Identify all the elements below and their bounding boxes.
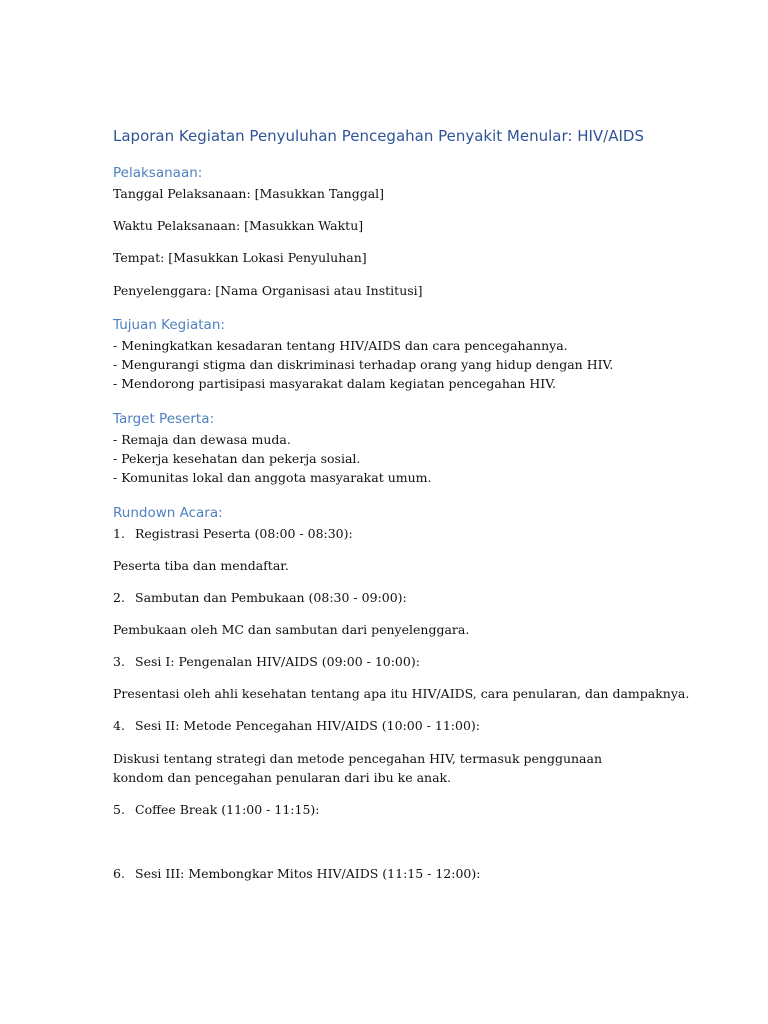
section-heading-tujuan: Tujuan Kegiatan: (113, 317, 225, 333)
list-item: - Komunitas lokal dan anggota masyarakat umum. (113, 470, 432, 485)
rundown-item-number: 3. (113, 654, 125, 669)
list-item: - Mengurangi stigma dan diskriminasi terhadap orang yang hidup dengan HIV. (113, 357, 614, 372)
list-item: - Pekerja kesehatan dan pekerja sosial. (113, 451, 361, 466)
rundown-item (113, 588, 407, 607)
tanggal-pelaksanaan: Tanggal Pelaksanaan: [Masukkan Tanggal] (113, 186, 385, 201)
rundown-item (113, 524, 353, 543)
section-heading-rundown: Rundown Acara: (113, 505, 223, 521)
penyelenggara: Penyelenggara: [Nama Organisasi atau Institusi] (113, 283, 423, 298)
tempat: Tempat: [Masukkan Lokasi Penyuluhan] (113, 250, 367, 265)
rundown-item (113, 800, 319, 819)
rundown-item (113, 716, 480, 735)
rundown-item-description: Diskusi tentang strategi dan metode pencegahan HIV, termasuk penggunaan kondom dan pencegahan penularan dari ibu ke anak. (113, 751, 603, 785)
rundown-item (113, 652, 420, 671)
waktu-pelaksanaan: Waktu Pelaksanaan: [Masukkan Waktu] (113, 218, 364, 233)
list-item: - Meningkatkan kesadaran tentang HIV/AIDS dan cara pencegahannya. (113, 338, 568, 353)
section-heading-target: Target Peserta: (113, 411, 215, 427)
rundown-item-number: 5. (113, 802, 125, 817)
rundown-item-title: Sambutan dan Pembukaan (08:30 - 09:00): (135, 590, 407, 605)
rundown-item (113, 864, 480, 883)
rundown-item-description: Pembukaan oleh MC dan sambutan dari penyelenggara. (113, 622, 470, 637)
rundown-item-title: Sesi III: Membongkar Mitos HIV/AIDS (11:15 - 12:00): (135, 866, 481, 881)
list-item: - Remaja dan dewasa muda. (113, 432, 291, 447)
rundown-item-number: 1. (113, 526, 125, 541)
rundown-item-number: 4. (113, 718, 125, 733)
rundown-item-number: 6. (113, 866, 125, 881)
document-title: Laporan Kegiatan Penyuluhan Pencegahan Penyakit Menular: HIV/AIDS (113, 127, 644, 145)
rundown-item-title: Registrasi Peserta (08:00 - 08:30): (135, 526, 353, 541)
section-heading-pelaksanaan: Pelaksanaan: (113, 165, 203, 181)
rundown-item-number: 2. (113, 590, 125, 605)
rundown-item-description: Presentasi oleh ahli kesehatan tentang apa itu HIV/AIDS, cara penularan, dan dampaknya. (113, 686, 690, 701)
rundown-item-title: Sesi I: Pengenalan HIV/AIDS (09:00 - 10:00): (135, 654, 420, 669)
rundown-item-title: Coffee Break (11:00 - 11:15): (135, 802, 320, 817)
rundown-item-title: Sesi II: Metode Pencegahan HIV/AIDS (10:00 - 11:00): (135, 718, 480, 733)
rundown-item-description: Peserta tiba dan mendaftar. (113, 558, 289, 573)
list-item: - Mendorong partisipasi masyarakat dalam kegiatan pencegahan HIV. (113, 376, 557, 391)
